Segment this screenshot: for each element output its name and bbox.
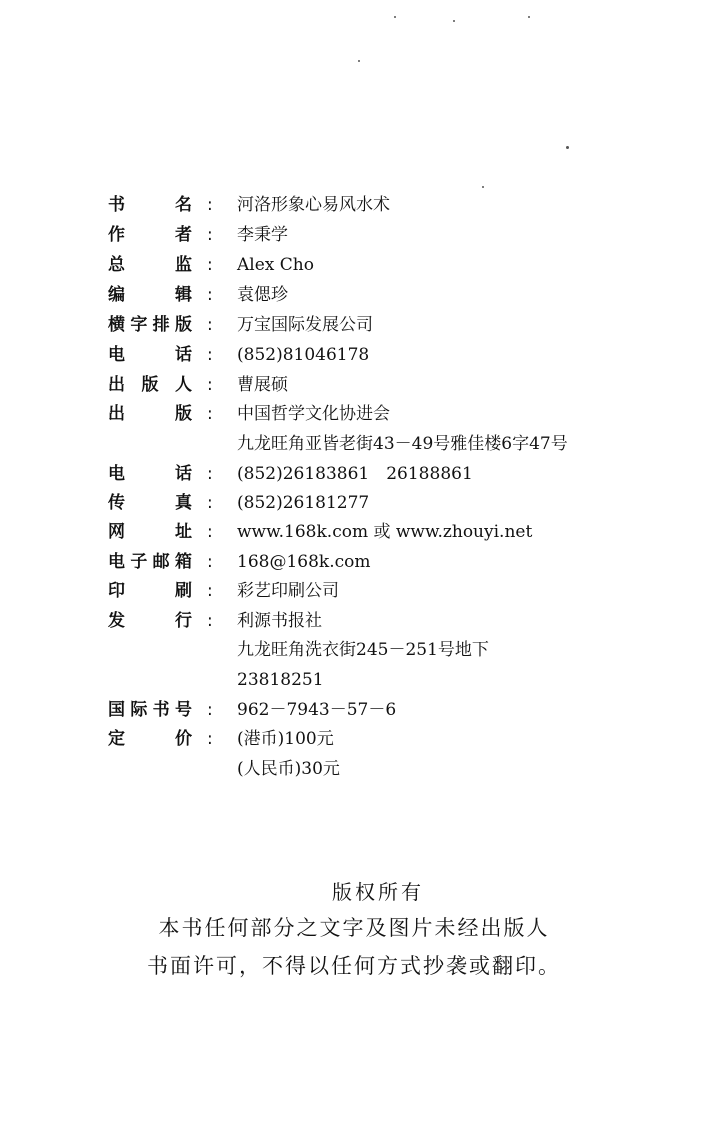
- label-price: 定 价: [108, 729, 192, 749]
- label-editor: 编 辑: [108, 285, 192, 305]
- value-publisher-address: 九龙旺角亚皆老街43－49号雅佳楼6字47号: [237, 434, 568, 454]
- value-price-rmb: (人民币)30元: [237, 759, 340, 779]
- colon: :: [207, 195, 213, 215]
- colon: :: [207, 493, 213, 513]
- value-distributor-phone: 23818251: [237, 670, 324, 690]
- label-typesetting: 横 字 排 版: [108, 315, 192, 335]
- value-publisher-person: 曹展硕: [237, 375, 288, 395]
- label-isbn: 国 际 书 号: [108, 700, 192, 720]
- scan-speck: [394, 16, 396, 18]
- label-printer: 印 刷: [108, 581, 192, 601]
- value-distributor: 利源书报社: [237, 611, 322, 631]
- colon: :: [207, 552, 213, 572]
- label-publisher: 出 版: [108, 404, 192, 424]
- label-email: 电 子 邮 箱: [108, 552, 192, 572]
- value-fax: (852)26181277: [237, 493, 370, 513]
- scan-speck: [528, 16, 530, 18]
- colon: :: [207, 285, 213, 305]
- label-website: 网 址: [108, 522, 192, 542]
- value-phone: (852)81046178: [237, 345, 370, 365]
- value-editor: 袁偲珍: [237, 285, 288, 305]
- value-email: 168@168k.com: [237, 552, 371, 572]
- value-director: Alex Cho: [237, 255, 314, 275]
- value-website: www.168k.com 或 www.zhouyi.net: [237, 522, 533, 542]
- label-fax: 传 真: [108, 493, 192, 513]
- colon: :: [207, 581, 213, 601]
- label-director: 总 监: [108, 255, 192, 275]
- colon: :: [207, 700, 213, 720]
- scan-speck: [453, 20, 455, 22]
- label-phone: 电 话: [108, 345, 192, 365]
- value-phone-2: (852)26183861 26188861: [237, 464, 473, 484]
- label-author: 作 者: [108, 225, 192, 245]
- colon: :: [207, 522, 213, 542]
- value-author: 李秉学: [237, 225, 288, 245]
- copyright-title: 版权所有: [332, 880, 424, 904]
- copyright-line-1: 本书任何部分之文字及图片未经出版人: [158, 916, 550, 940]
- colon: :: [207, 729, 213, 749]
- label-publisher-person: 出 版 人: [108, 375, 192, 395]
- value-printer: 彩艺印刷公司: [237, 581, 339, 601]
- colon: :: [207, 375, 213, 395]
- colon: :: [207, 464, 213, 484]
- value-publisher: 中国哲学文化协进会: [237, 404, 390, 424]
- colon: :: [207, 255, 213, 275]
- value-price-hkd: (港币)100元: [237, 729, 334, 749]
- colon: :: [207, 315, 213, 335]
- scan-speck: [482, 186, 484, 188]
- colon: :: [207, 225, 213, 245]
- scan-speck: [358, 60, 360, 62]
- value-isbn: 962－7943－57－6: [237, 700, 397, 720]
- scan-speck: [566, 146, 569, 149]
- colon: :: [207, 345, 213, 365]
- value-distributor-address: 九龙旺角洗衣街245－251号地下: [237, 640, 489, 660]
- copyright-line-2: 书面许可，不得以任何方式抄袭或翻印。: [147, 954, 561, 978]
- value-title: 河洛形象心易风水术: [237, 195, 390, 215]
- label-distributor: 发 行: [108, 611, 192, 631]
- colon: :: [207, 404, 213, 424]
- label-title: 书 名: [108, 195, 192, 215]
- value-typesetting: 万宝国际发展公司: [237, 315, 373, 335]
- label-phone-2: 电 话: [108, 464, 192, 484]
- colon: :: [207, 611, 213, 631]
